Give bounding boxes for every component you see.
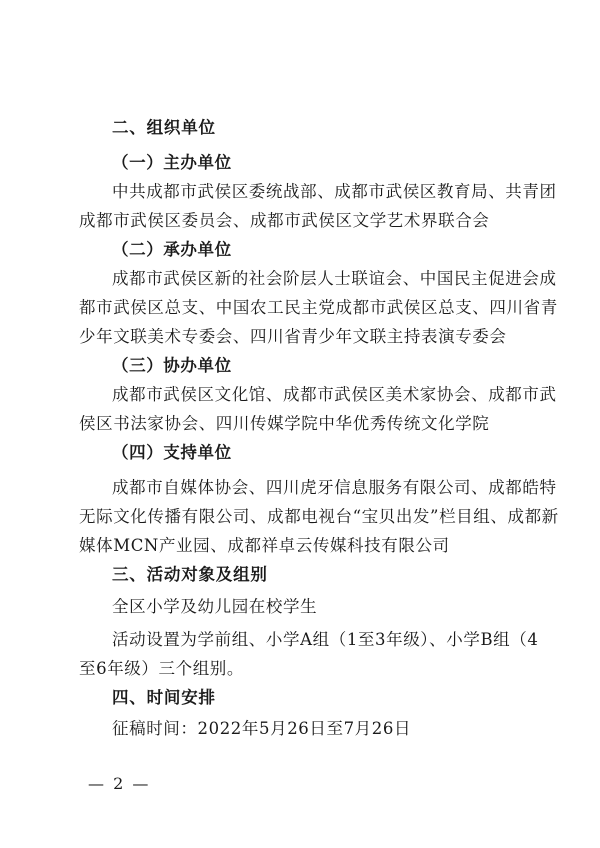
undertaker-line-2: 都市武侯区总支、中国农工民主党成都市武侯区总支、四川省青 [79, 298, 558, 317]
organizer-line-2: 成都市武侯区委员会、成都市武侯区文学艺术界联合会 [79, 211, 490, 230]
page-number: — 2 — [88, 774, 151, 793]
sub-heading-co-organizer: （三）协办单位 [112, 356, 232, 375]
participants-line: 全区小学及幼儿园在校学生 [112, 597, 318, 616]
undertaker-line-3: 少年文联美术专委会、四川省青少年文联主持表演专委会 [79, 327, 507, 346]
section-2-heading: 二、组织单位 [112, 118, 216, 137]
supporter-line-3: 媒体MCN产业园、成都祥卓云传媒科技有限公司 [79, 536, 450, 555]
sub-heading-organizer: （一）主办单位 [112, 153, 232, 172]
sub-heading-undertaker: （二）承办单位 [112, 240, 232, 259]
organizer-line-1: 中共成都市武侯区委统战部、成都市武侯区教育局、共青团 [112, 182, 557, 201]
co-organizer-line-2: 侯区书法家协会、四川传媒学院中华优秀传统文化学院 [79, 414, 490, 433]
co-organizer-line-1: 成都市武侯区文化馆、成都市武侯区美术家协会、成都市武 [112, 385, 557, 404]
submission-time-line: 征稿时间：2022年5月26日至7月26日 [112, 719, 412, 738]
groups-line-2: 至6年级）三个组别。 [79, 659, 244, 678]
undertaker-line-1: 成都市武侯区新的社会阶层人士联谊会、中国民主促进会成 [112, 269, 557, 288]
sub-heading-supporter: （四）支持单位 [112, 443, 232, 462]
supporter-line-1: 成都市自媒体协会、四川虎牙信息服务有限公司、成都皓特 [112, 478, 557, 497]
supporter-line-2: 无际文化传播有限公司、成都电视台“宝贝出发”栏目组、成都新 [79, 507, 559, 526]
groups-line-1: 活动设置为学前组、小学A组（1至3年级）、小学B组（4 [112, 630, 539, 649]
section-3-heading: 三、活动对象及组别 [112, 565, 268, 584]
section-4-heading: 四、时间安排 [112, 688, 216, 707]
